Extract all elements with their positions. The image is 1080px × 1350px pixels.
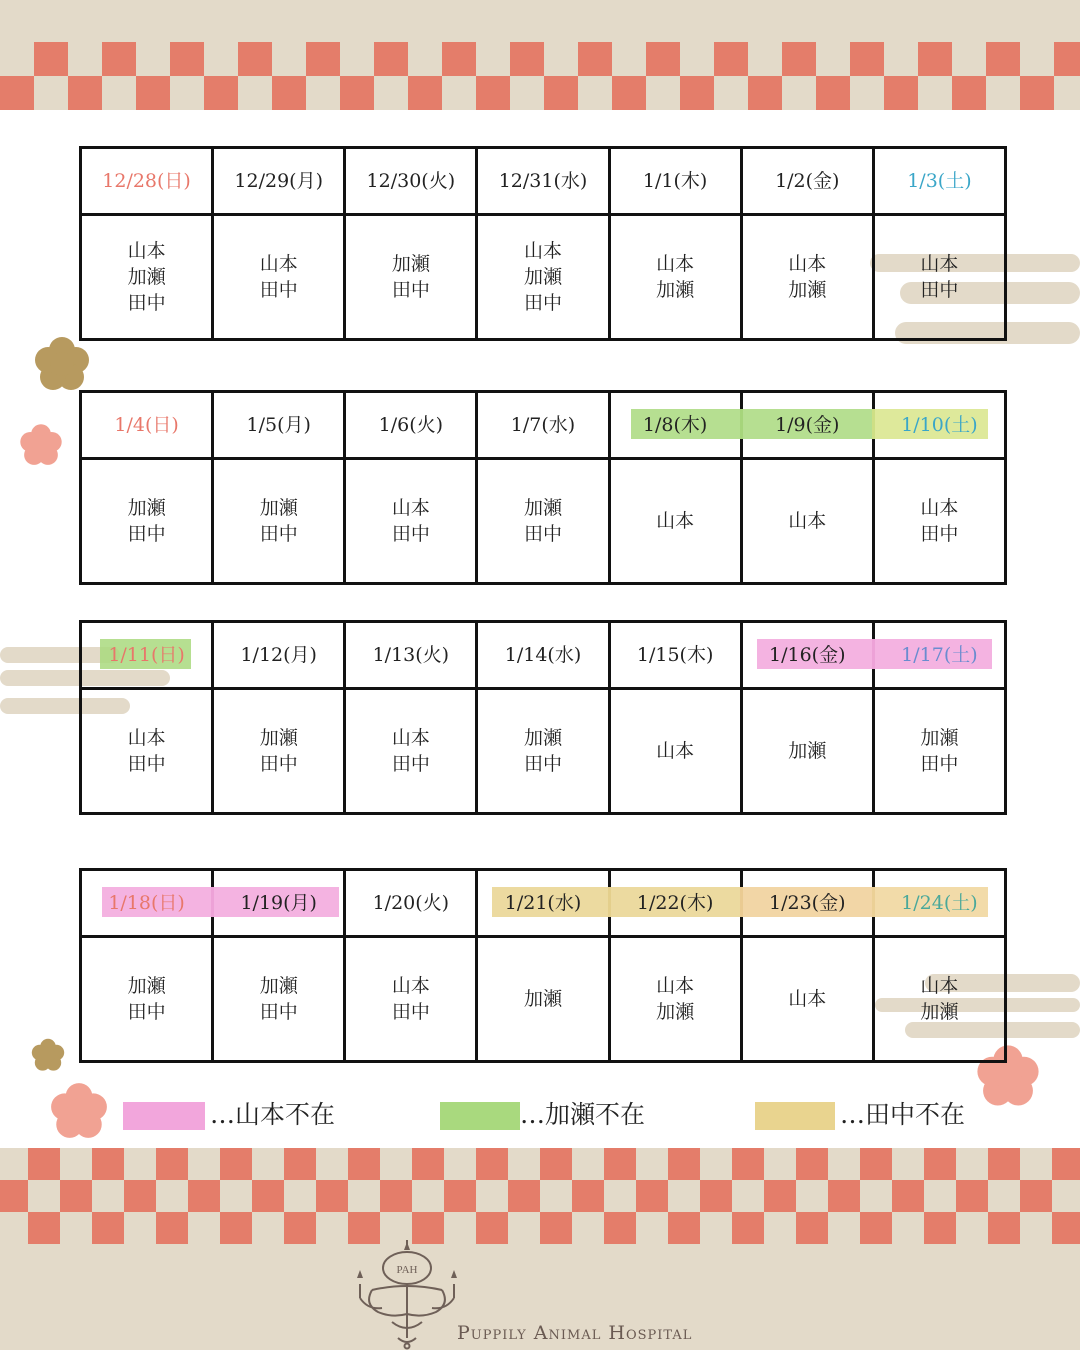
- date-row: [81, 622, 1006, 689]
- date-cell: [609, 870, 741, 937]
- staff-names: 加瀬 田中: [523, 727, 562, 775]
- staff-names: 山本 田中: [920, 253, 959, 301]
- date-cell: [609, 622, 741, 689]
- legend-label-kase-absent: …加瀬不在: [520, 1100, 646, 1129]
- staff-names: 山本: [656, 740, 695, 762]
- staff-cell: [741, 215, 873, 340]
- date-cell: [345, 148, 477, 215]
- staff-cell: [81, 215, 213, 340]
- staff-cell: [873, 215, 1005, 340]
- staff-names: 山本 加瀬 田中: [523, 240, 562, 314]
- staff-names: 山本: [788, 988, 827, 1010]
- date-cell: [81, 622, 213, 689]
- legend-label-tanaka-absent: …田中不在: [840, 1100, 966, 1129]
- date-label: 1/6(火): [378, 414, 444, 436]
- staff-names: 山本: [656, 510, 695, 532]
- legend-swatch-pink: [123, 1102, 205, 1130]
- date-label: 1/11(日): [108, 644, 185, 666]
- staff-cell: [609, 459, 741, 584]
- date-label: 12/31(水): [498, 170, 588, 192]
- schedule-week-2: [79, 390, 1007, 585]
- date-cell: [873, 148, 1005, 215]
- staff-names: 山本 加瀬: [656, 253, 695, 301]
- date-cell: [477, 148, 609, 215]
- staff-names: 山本 加瀬: [788, 253, 827, 301]
- date-cell: [873, 870, 1005, 937]
- plum-flower-icon: [30, 1037, 66, 1073]
- date-label: 1/15(木): [636, 644, 714, 666]
- date-cell: [81, 148, 213, 215]
- date-label: 1/9(金): [775, 414, 840, 436]
- date-label: 1/7(水): [510, 414, 576, 436]
- date-cell: [873, 622, 1005, 689]
- schedule-week-3: [79, 620, 1007, 815]
- staff-names: 加瀬 田中: [391, 253, 430, 301]
- date-label: 1/12(月): [240, 644, 317, 666]
- date-label: 1/22(木): [636, 892, 714, 914]
- date-cell: [345, 870, 477, 937]
- staff-names: 山本 田中: [391, 975, 430, 1023]
- staff-cell: [477, 689, 609, 814]
- legend-swatch-green: [440, 1102, 520, 1130]
- staff-cell: [741, 937, 873, 1062]
- date-cell: [741, 870, 873, 937]
- date-label: 1/19(月): [240, 892, 317, 914]
- date-label: 1/24(土): [901, 892, 978, 914]
- bottom-checker-pattern: [0, 1148, 1080, 1244]
- staff-row: [81, 215, 1006, 340]
- staff-names: 加瀬: [523, 988, 562, 1010]
- staff-cell: [81, 459, 213, 584]
- plum-flower-icon: [18, 422, 64, 468]
- staff-cell: [477, 215, 609, 340]
- staff-cell: [81, 937, 213, 1062]
- staff-names: 山本: [788, 510, 827, 532]
- staff-cell: [213, 689, 345, 814]
- staff-cell: [213, 937, 345, 1062]
- date-cell: [609, 392, 741, 459]
- staff-cell: [609, 937, 741, 1062]
- date-label: 12/30(火): [366, 170, 456, 192]
- plum-flower-icon: [32, 334, 92, 394]
- date-label: 1/5(月): [246, 414, 311, 436]
- staff-cell: [345, 459, 477, 584]
- date-label: 1/3(土): [907, 170, 972, 192]
- date-label: 1/14(水): [504, 644, 582, 666]
- date-cell: [477, 622, 609, 689]
- date-cell: [213, 622, 345, 689]
- chandelier-logo-icon: [352, 1238, 462, 1350]
- staff-names: 山本 田中: [259, 253, 298, 301]
- staff-names: 加瀬 田中: [259, 975, 298, 1023]
- date-label: 1/1(木): [642, 170, 708, 192]
- date-row: [81, 392, 1006, 459]
- date-cell: [345, 392, 477, 459]
- logo-monogram: PAH: [396, 1264, 418, 1276]
- date-row: [81, 148, 1006, 215]
- staff-names: 山本 田中: [920, 497, 959, 545]
- staff-cell: [741, 459, 873, 584]
- date-cell: [477, 870, 609, 937]
- date-label: 1/2(金): [775, 170, 840, 192]
- date-cell: [213, 870, 345, 937]
- staff-names: 山本 田中: [391, 497, 430, 545]
- staff-cell: [345, 689, 477, 814]
- staff-cell: [873, 937, 1005, 1062]
- staff-cell: [873, 459, 1005, 584]
- staff-names: 山本 加瀬 田中: [127, 240, 166, 314]
- staff-names: 加瀬 田中: [127, 497, 166, 545]
- staff-cell: [345, 937, 477, 1062]
- hospital-name: Puppily Animal Hospital: [457, 1322, 693, 1344]
- date-label: 1/20(火): [372, 892, 450, 914]
- date-cell: [345, 622, 477, 689]
- staff-cell: [609, 689, 741, 814]
- date-cell: [609, 148, 741, 215]
- date-label: 1/21(水): [504, 892, 582, 914]
- staff-cell: [81, 689, 213, 814]
- staff-names: 山本 加瀬: [656, 975, 695, 1023]
- date-label: 1/4(日): [114, 414, 179, 436]
- date-cell: [213, 148, 345, 215]
- staff-cell: [873, 689, 1005, 814]
- staff-row: [81, 459, 1006, 584]
- date-cell: [81, 870, 213, 937]
- staff-cell: [609, 215, 741, 340]
- staff-names: 山本 田中: [391, 727, 430, 775]
- date-cell: [741, 392, 873, 459]
- staff-names: 山本 加瀬: [920, 975, 959, 1023]
- schedule-week-1: [79, 146, 1007, 341]
- staff-names: 加瀬 田中: [920, 727, 959, 775]
- staff-cell: [345, 215, 477, 340]
- staff-row: [81, 937, 1006, 1062]
- legend-label-yamamoto-absent: …山本不在: [210, 1100, 336, 1129]
- staff-row: [81, 689, 1006, 814]
- top-checker-pattern: [0, 42, 1080, 110]
- date-label: 1/10(土): [901, 414, 978, 436]
- staff-cell: [477, 937, 609, 1062]
- date-label: 1/23(金): [769, 892, 846, 914]
- date-cell: [873, 392, 1005, 459]
- date-label: 1/8(木): [642, 414, 708, 436]
- staff-names: 加瀬 田中: [259, 497, 298, 545]
- date-label: 12/28(日): [102, 170, 191, 192]
- staff-names: 加瀬 田中: [523, 497, 562, 545]
- date-label: 1/16(金): [769, 644, 846, 666]
- plum-flower-icon: [48, 1080, 110, 1142]
- date-label: 12/29(月): [234, 170, 323, 192]
- date-label: 1/17(土): [901, 644, 978, 666]
- staff-names: 加瀬 田中: [127, 975, 166, 1023]
- schedule-week-4: [79, 868, 1007, 1063]
- date-row: [81, 870, 1006, 937]
- staff-names: 山本 田中: [127, 727, 166, 775]
- date-cell: [741, 622, 873, 689]
- staff-cell: [477, 459, 609, 584]
- date-cell: [213, 392, 345, 459]
- date-label: 1/18(日): [108, 892, 185, 914]
- date-cell: [477, 392, 609, 459]
- date-label: 1/13(火): [372, 644, 450, 666]
- staff-cell: [213, 459, 345, 584]
- staff-names: 加瀬: [788, 740, 827, 762]
- date-cell: [81, 392, 213, 459]
- legend-swatch-yellow: [755, 1102, 835, 1130]
- staff-names: 加瀬 田中: [259, 727, 298, 775]
- staff-cell: [213, 215, 345, 340]
- staff-cell: [741, 689, 873, 814]
- date-cell: [741, 148, 873, 215]
- top-beige-band: [0, 0, 1080, 42]
